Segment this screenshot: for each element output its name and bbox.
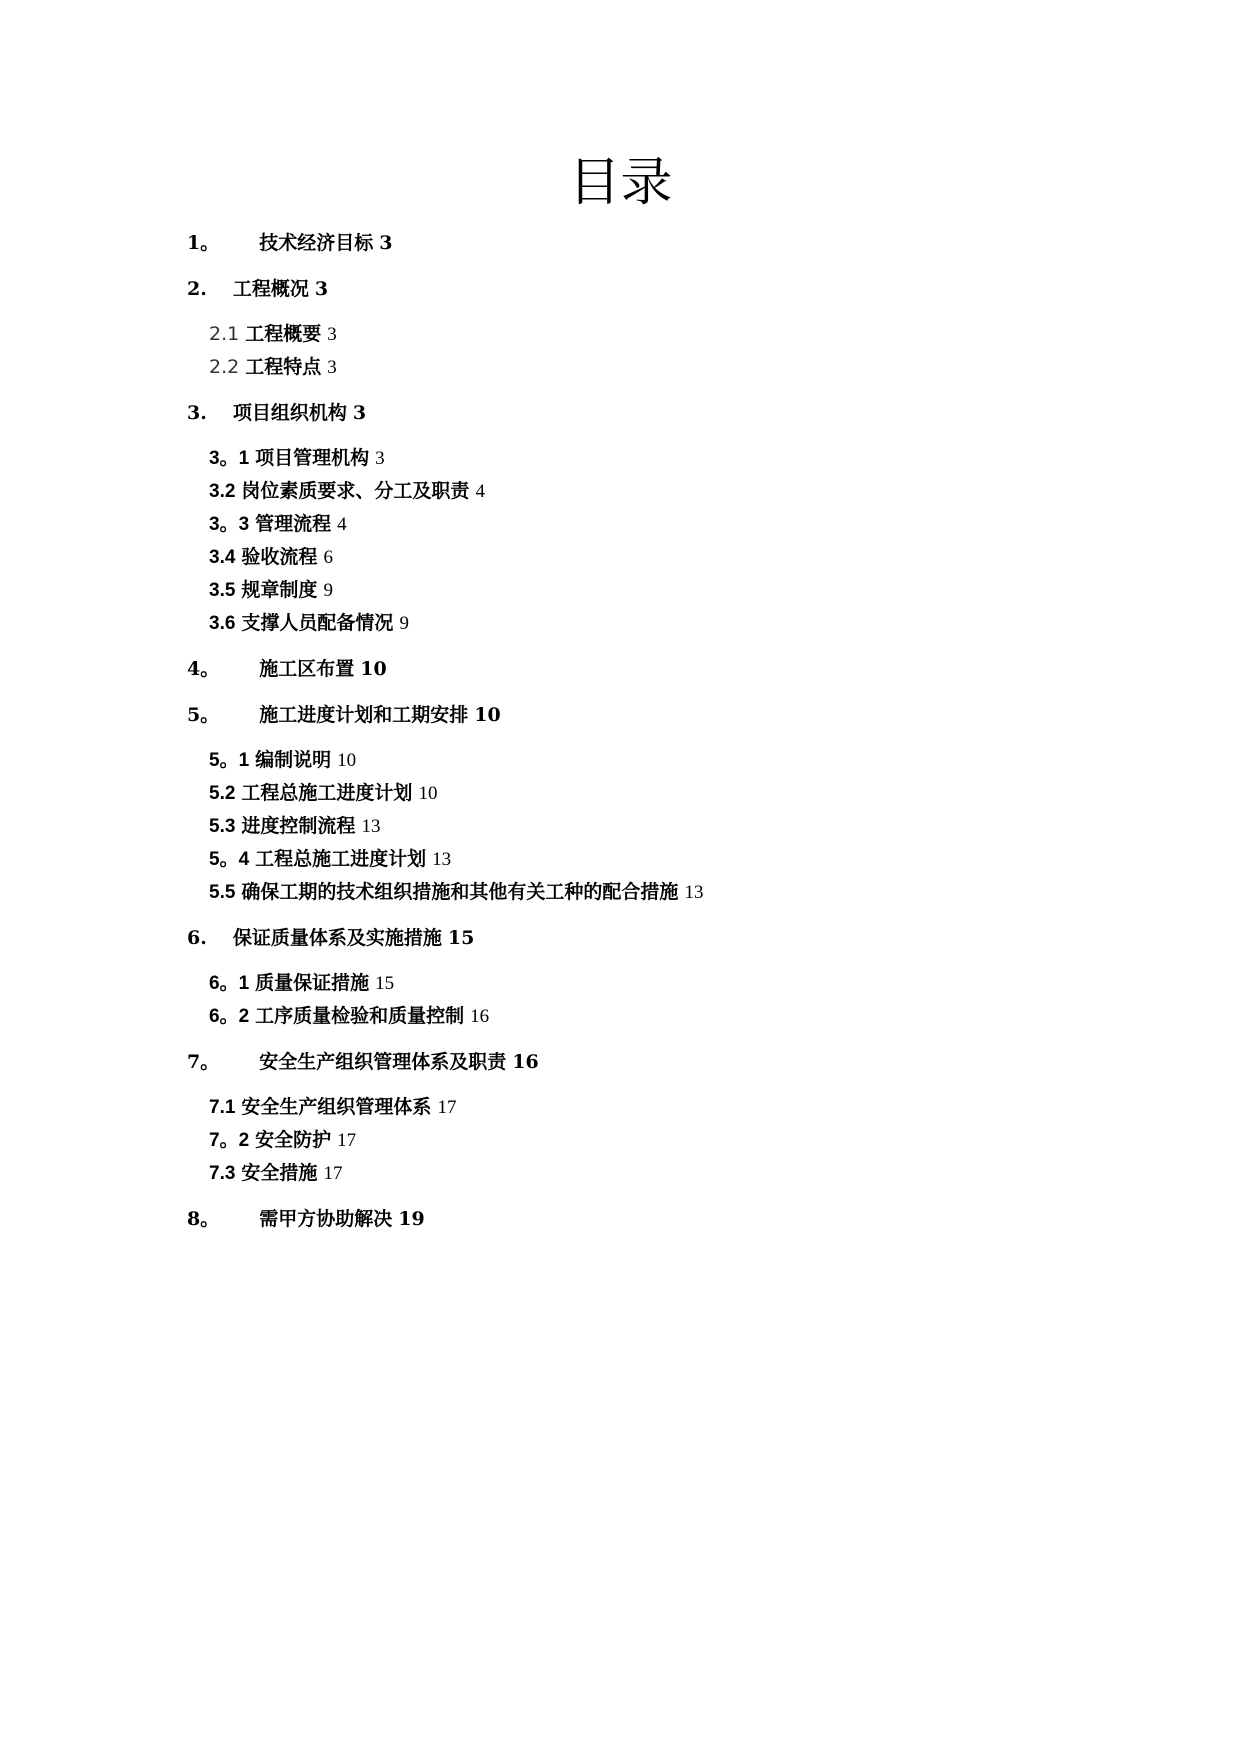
toc-subentry[interactable] xyxy=(209,876,1087,909)
toc-entry-title: 施工区布置 xyxy=(259,658,355,680)
toc-subentry-number: 6。2 xyxy=(209,1006,250,1027)
toc-subentry[interactable] xyxy=(209,1091,1087,1124)
toc-subentry-title: 进度控制流程 xyxy=(241,815,356,837)
table-of-contents xyxy=(187,226,1087,1248)
page-title: 目录 xyxy=(568,153,673,213)
toc-subentry-page: 13 xyxy=(684,882,704,903)
toc-subentry-number: 3。1 xyxy=(209,448,250,469)
toc-subentry-page: 17 xyxy=(337,1130,357,1151)
toc-subentry-title: 质量保证措施 xyxy=(255,972,370,994)
toc-subentry-title: 岗位素质要求、分工及职责 xyxy=(241,480,470,502)
toc-subentry-number: 3.4 xyxy=(209,547,236,568)
toc-entry-page: 15 xyxy=(447,927,475,949)
toc-entry[interactable] xyxy=(187,1045,1087,1091)
toc-entry-number: 3. xyxy=(187,402,207,424)
toc-subentry[interactable] xyxy=(209,351,1087,384)
toc-subentry-page: 4 xyxy=(337,514,347,535)
toc-entry[interactable] xyxy=(187,272,1087,318)
toc-subentry-title: 工程概要 xyxy=(245,323,322,345)
toc-subentry-number: 5.2 xyxy=(209,783,236,804)
toc-subentry-page: 17 xyxy=(437,1097,457,1118)
toc-entry-title: 工程概况 xyxy=(232,278,309,300)
toc-entry-number: 4。 xyxy=(187,658,220,680)
toc-subentry[interactable] xyxy=(209,810,1087,843)
toc-subentry-number: 2.2 xyxy=(209,356,240,378)
toc-entry-page: 10 xyxy=(474,704,501,726)
toc-subentry[interactable] xyxy=(209,541,1087,574)
toc-entry-title: 项目组织机构 xyxy=(232,402,347,424)
toc-subentry-title: 安全防护 xyxy=(255,1129,332,1151)
toc-subentry-page: 6 xyxy=(323,547,333,568)
toc-entry[interactable] xyxy=(187,226,1087,272)
toc-subentry-title: 管理流程 xyxy=(255,513,332,535)
toc-subentry[interactable] xyxy=(209,508,1087,541)
toc-subentry-title: 项目管理机构 xyxy=(255,447,370,469)
toc-entry-number: 2. xyxy=(187,278,207,300)
toc-entry[interactable] xyxy=(187,1202,1087,1248)
toc-subentry[interactable] xyxy=(209,967,1087,1000)
toc-subentry-title: 支撑人员配备情况 xyxy=(241,612,394,634)
toc-subsection-list xyxy=(187,442,1087,640)
toc-subentry[interactable] xyxy=(209,475,1087,508)
toc-subentry-title: 确保工期的技术组织措施和其他有关工种的配合措施 xyxy=(241,881,679,903)
toc-subentry-number: 7.3 xyxy=(209,1163,236,1184)
toc-subentry-page: 10 xyxy=(337,750,357,771)
toc-subentry-number: 5。1 xyxy=(209,750,250,771)
toc-entry-number: 1。 xyxy=(187,232,220,254)
toc-subentry-title: 验收流程 xyxy=(241,546,318,568)
toc-entry-page: 10 xyxy=(360,658,387,680)
toc-subentry-number: 5.5 xyxy=(209,882,236,903)
toc-subentry-number: 3.6 xyxy=(209,613,236,634)
toc-subentry-title: 工程总施工进度计划 xyxy=(255,848,427,870)
toc-subentry[interactable] xyxy=(209,318,1087,351)
toc-subsection-list xyxy=(187,318,1087,384)
toc-subentry[interactable] xyxy=(209,1000,1087,1033)
toc-subentry-page: 4 xyxy=(475,481,485,502)
toc-subentry-page: 13 xyxy=(361,816,381,837)
toc-subentry-page: 3 xyxy=(327,324,337,345)
toc-subentry[interactable] xyxy=(209,777,1087,810)
toc-subentry-number: 3.2 xyxy=(209,481,236,502)
toc-subentry-page: 9 xyxy=(399,613,409,634)
toc-entry[interactable] xyxy=(187,698,1087,744)
toc-subentry-number: 5.3 xyxy=(209,816,236,837)
toc-subentry-title: 规章制度 xyxy=(241,579,318,601)
toc-subentry[interactable] xyxy=(209,442,1087,475)
toc-subentry[interactable] xyxy=(209,843,1087,876)
toc-entry[interactable] xyxy=(187,652,1087,698)
toc-subentry[interactable] xyxy=(209,574,1087,607)
toc-entry-title: 安全生产组织管理体系及职责 xyxy=(259,1051,507,1073)
toc-entry[interactable] xyxy=(187,921,1087,967)
toc-entry-title: 需甲方协助解决 xyxy=(259,1208,393,1230)
toc-subentry-page: 10 xyxy=(418,783,438,804)
toc-subentry-page: 13 xyxy=(432,849,452,870)
toc-subentry[interactable] xyxy=(209,744,1087,777)
toc-entry-page: 3 xyxy=(352,402,367,424)
toc-subentry[interactable] xyxy=(209,607,1087,640)
toc-subentry-title: 安全措施 xyxy=(241,1162,318,1184)
toc-entry-title: 技术经济目标 xyxy=(259,232,374,254)
toc-subentry-number: 3。3 xyxy=(209,514,250,535)
toc-entry-number: 7。 xyxy=(187,1051,220,1073)
toc-subentry-title: 工程特点 xyxy=(245,356,322,378)
toc-entry-title: 保证质量体系及实施措施 xyxy=(232,927,442,949)
toc-subentry-page: 3 xyxy=(327,357,337,378)
toc-subentry-number: 7.1 xyxy=(209,1097,236,1118)
toc-subentry-page: 15 xyxy=(375,973,395,994)
toc-subentry-number: 5。4 xyxy=(209,849,250,870)
toc-subsection-list xyxy=(187,744,1087,909)
toc-entry-number: 6. xyxy=(187,927,207,949)
toc-subentry-title: 编制说明 xyxy=(255,749,332,771)
toc-entry-page: 19 xyxy=(398,1208,425,1230)
toc-subentry-number: 7。2 xyxy=(209,1130,250,1151)
toc-subentry-page: 9 xyxy=(323,580,333,601)
toc-subentry-page: 17 xyxy=(323,1163,343,1184)
toc-subsection-list xyxy=(187,1091,1087,1190)
toc-subentry[interactable] xyxy=(209,1157,1087,1190)
toc-subentry[interactable] xyxy=(209,1124,1087,1157)
toc-subsection-list xyxy=(187,967,1087,1033)
toc-subentry-number: 2.1 xyxy=(209,323,240,345)
toc-entry-page: 16 xyxy=(512,1051,539,1073)
toc-entry-number: 8。 xyxy=(187,1208,220,1230)
toc-subentry-number: 3.5 xyxy=(209,580,236,601)
toc-entry-page: 3 xyxy=(379,232,393,254)
toc-subentry-title: 安全生产组织管理体系 xyxy=(241,1096,432,1118)
toc-subentry-page: 16 xyxy=(470,1006,490,1027)
toc-entry-title: 施工进度计划和工期安排 xyxy=(259,704,469,726)
toc-subentry-page: 3 xyxy=(375,448,385,469)
toc-entry[interactable] xyxy=(187,396,1087,442)
toc-subentry-title: 工序质量检验和质量控制 xyxy=(255,1005,465,1027)
toc-subentry-title: 工程总施工进度计划 xyxy=(241,782,413,804)
toc-entry-number: 5。 xyxy=(187,704,220,726)
toc-entry-page: 3 xyxy=(314,278,329,300)
toc-subentry-number: 6。1 xyxy=(209,973,250,994)
